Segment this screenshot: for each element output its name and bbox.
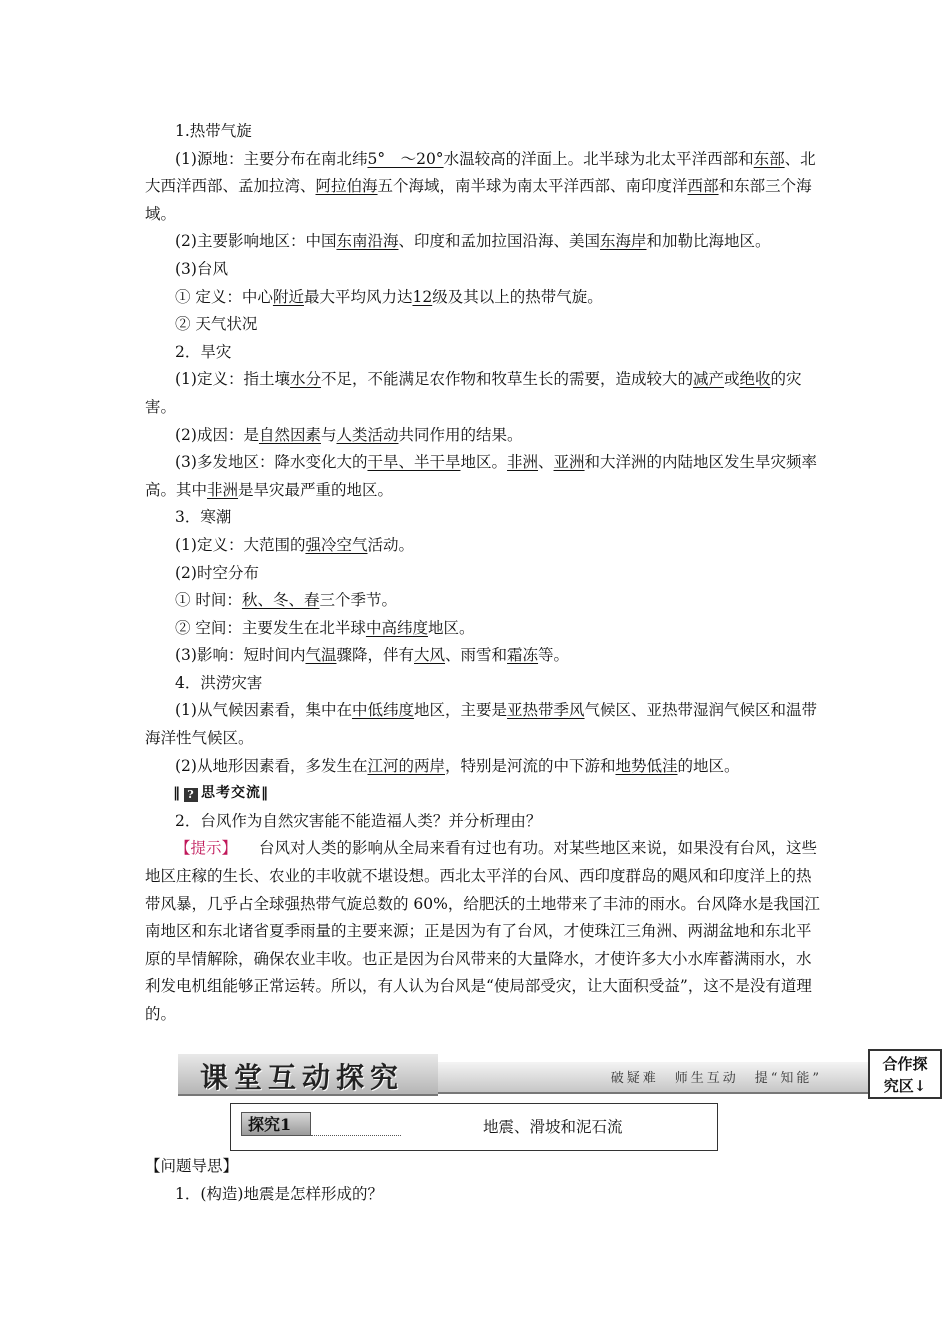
sec3-space: ② 空间：主要发生在北半球中高纬度地区。	[175, 618, 475, 637]
sec2-definition: (1)定义：指土壤水分不足，不能满足农作物和牧草生长的需要，造成较大的减产或绝收的灾害。	[145, 370, 802, 416]
sec1-typhoon: (3)台风	[175, 259, 228, 278]
sec3-time: ① 时间：秋、冬、春三个季节。	[175, 591, 397, 610]
sec2-cause: (2)成因：是自然因素与人类活动共同作用的结果。	[175, 425, 523, 444]
banner-subtitle: 破疑难 师生互动 提“知能”	[610, 1071, 822, 1086]
question-guide-heading: 【问题导思】	[145, 1157, 239, 1175]
sec2-areas: (3)多发地区：降水变化大的干旱、半干旱地区。非洲、亚洲和大洋洲的内陆地区发生旱灾频率高。其中非洲是旱灾最严重的地区。	[145, 453, 818, 499]
study-notes	[145, 118, 825, 1029]
sec4-terrain: (2)从地形因素看，多发生在江河的两岸，特别是河流的中下游和地势低洼的地区。	[175, 756, 740, 775]
banner-title: 课堂互动探究	[200, 1061, 405, 1094]
think-hint: 【提示】 台风对人类的影响从全局来看有过也有功。对某些地区来说，如果没有台风，这些地区庄稼的生长、农业的丰收就不堪设想。西北太平洋的台风、西印度群岛的飓风和印度洋上的热带风暴，几乎占全球强热带气旋总数的 60%，给肥沃的土地带来了丰沛的雨水。台风降水是我国江南地区和东北诸省夏季雨量的主要来源；正是因为有了台风，才使珠江三角洲、两湖盆地和东北平原的旱情解除，确保农业丰收。也正是因为台风带来的大量降水，才使许多大小水库蓄满雨水，水利发电机组能够正常运转。所以，有人认为台风是“使局部受灾，让大面积受益”，这不是没有道理的。	[145, 839, 820, 1023]
question-1: 1．(构造)地震是怎样形成的？	[175, 1185, 383, 1203]
sec3-impact: (3)影响：短时间内气温骤降，伴有大风、雨雪和霜冻等。	[175, 646, 570, 665]
classroom-banner	[178, 1054, 892, 1094]
sec1-definition: ① 定义：中心附近最大平均风力达12级及其以上的热带气旋。	[175, 287, 603, 306]
sec1-weather: ② 天气状况	[175, 315, 258, 334]
dotted-divider	[311, 1135, 401, 1136]
explore-box	[230, 1103, 718, 1151]
sec1-area: (2)主要影响地区：中国东南沿海、印度和孟加拉国沿海、美国东海岸和加勒比海地区。	[175, 232, 771, 251]
sec2-title: 2．旱灾	[175, 342, 232, 361]
sec3-distribution: (2)时空分布	[175, 563, 259, 582]
sec4-title: 4．洪涝灾害	[175, 673, 263, 692]
think-question: 2．台风作为自然灾害能不能造福人类？并分析理由？	[175, 811, 542, 830]
question-icon: ?	[184, 788, 198, 802]
sec3-definition: (1)定义：大范围的强冷空气活动。	[175, 535, 414, 554]
sec1-title: 1.热带气旋	[175, 122, 252, 140]
sec3-title: 3．寒潮	[175, 508, 232, 527]
explore-title: 地震、滑坡和泥石流	[483, 1118, 623, 1136]
question-guide	[145, 1152, 825, 1208]
think-exchange-label: ‖ ? 思考交流‖	[173, 785, 269, 802]
sec4-climate: (1)从气候因素看，集中在中低纬度地区，主要是亚热带季风气候区、亚热带湿润气候区和温带海洋性气候区。	[145, 701, 818, 748]
cooperation-zone-badge: 合作探 究区↓	[868, 1049, 942, 1099]
explore-tag: 探究1	[241, 1112, 311, 1136]
sec1-source: (1)源地：主要分布在南北纬5° ～20°水温较高的洋面上。北半球为北太平洋西部和东部、北大西洋西部、孟加拉湾、阿拉伯海五个海域，南半球为南太平洋西部、南印度洋西部和东部三个海域。	[145, 149, 816, 223]
hint-label: 【提示】	[175, 839, 238, 858]
